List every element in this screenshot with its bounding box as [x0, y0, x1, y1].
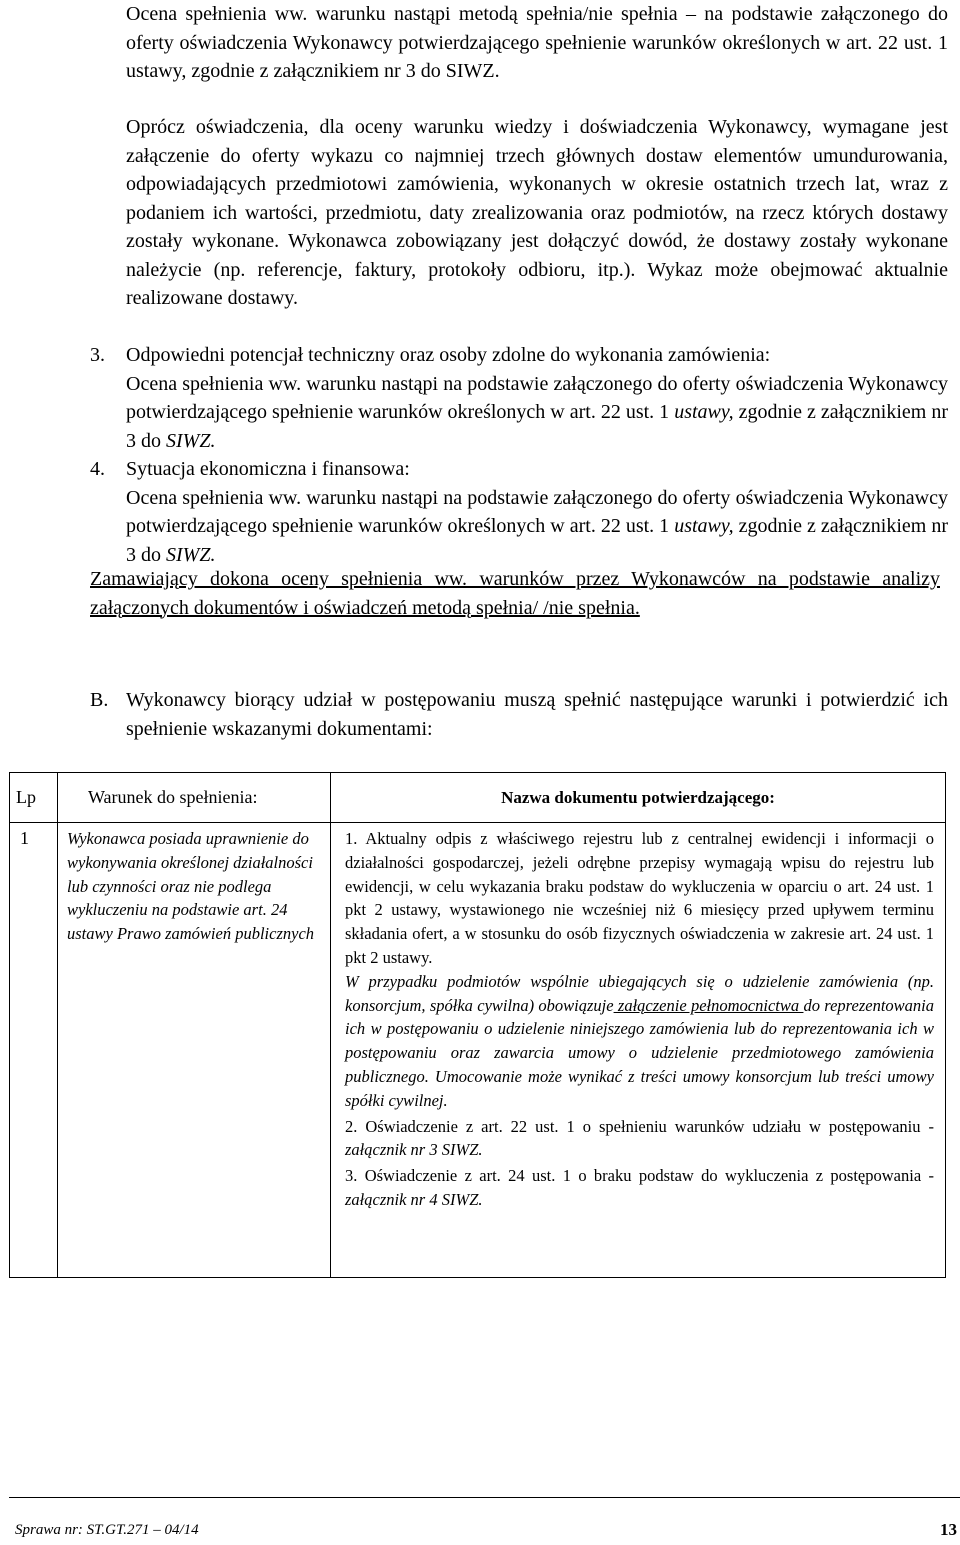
paragraph-assessment-method: Ocena spełnienia ww. warunku nastąpi metodą spełnia/nie spełnia – na podstawie załączonego do oferty oświadczenia Wykonawcy potwierdzającego spełnienie warunków określonych w art. 22 ust. 1 ustawy, zgodnie z załącznikiem nr 3 do SIWZ.: [126, 3, 948, 82]
table-header-row: [10, 773, 946, 823]
paragraph-experience-requirement: Oprócz oświadczenia, dla oceny warunku wiedzy i doświadczenia Wykonawcy, wymagane jest załączenie do oferty wykazu co najmniej trzech głównych dostaw elementów umundurowania, odpowiadających przedmiotowi zamówienia, wykonanych w okresie ostatnich trzech lat, wraz z podaniem ich wartości, przedmiotu, daty zrealizowania oraz podmiotów, na rzecz których dostawy zostały wykonane. Wykonawca zobowiązany jest dołączyć dowód, że dostawy zostały wykonane należycie (np. referencje, faktury, protokoły odbioru, itp.). Wykaz może obejmować aktualnie realizowane dostawy.: [126, 116, 948, 309]
item-number-4: 4.: [90, 458, 105, 480]
cell-lp: 1: [10, 823, 58, 1278]
document-1: 1. Aktualny odpis z właściwego rejestru lub z centralnej ewidencji i informacji o działalności gospodarczej, jeżeli odrębne przepisy wymagają wpisu do rejestru lub ewidencji, w celu wykazania braku podstaw do wykluczenia w oparciu o art. 24 ust. 1 pkt 2 ustawy, wystawionego nie wcześniej niż 6 miesięcy przed upływem terminu składania ofert, a w stosunku do osób fizycznych oświadczenia w zakresie art. 24 ust. 1 pkt 2 ustawy.: [345, 829, 934, 967]
section-b-text: Wykonawcy biorący udział w postępowaniu muszą spełnić następujące warunki i potwierdzić ich spełnienie wskazanymi dokumentami:: [126, 689, 948, 740]
document-1-note: W przypadku podmiotów wspólnie ubiegających się o udzielenie zamówienia (np. konsorcjum, spółka cywilna) obowiązuje załączenie pełnomocnictwa do reprezentowania ich w postępowaniu o udzielenie niniejszego zamówienia lub do reprezentowania ich w postępowaniu oraz zawarcia umowy o udzielenie przedmiotowego zamówienia publicznego. Umocowanie może wynikać z treści umowy konsorcjum lub treści umowy spółki cywilnej.: [345, 971, 934, 1110]
item-3-block: Odpowiedni potencjał techniczny oraz osoby zdolne do wykonania zamówienia: Ocena spełnienia ww. warunku nastąpi na podstawie załączonego do oferty oświadczenia Wykonawcy potwierdzającego spełnienie warunków określonych w art. 22 ust. 1 ustawy, zgodnie z załącznikiem nr 3 do SIWZ.: [126, 341, 948, 455]
section-b-label: B.: [90, 689, 109, 711]
cell-condition: Wykonawca posiada uprawnienie do wykonywania określonej działalności lub czynności oraz nie podlega wykluczeniu na podstawie art. 24 ustawy Prawo zamówień publicznych: [58, 823, 331, 1278]
page-footer: [9, 1497, 960, 1544]
document-2: 2. Oświadczenie z art. 22 ust. 1 o spełnieniu warunków udziału w postępowaniu - załącznik nr 3 SIWZ.: [345, 1116, 934, 1160]
header-document: Nazwa dokumentu potwierdzającego:: [331, 773, 946, 823]
item-number-3: 3.: [90, 344, 105, 366]
cell-documents: [331, 823, 946, 1278]
header-condition: Warunek do spełnienia:: [58, 773, 331, 823]
item-4-title: Sytuacja ekonomiczna i finansowa:: [126, 458, 410, 480]
conditions-table: [9, 772, 946, 1278]
case-number: Sprawa nr: ST.GT.271 – 04/14: [15, 1522, 199, 1538]
item-3-title: Odpowiedni potencjał techniczny oraz osoby zdolne do wykonania zamówienia:: [126, 344, 771, 366]
underlined-assessment-statement: Zamawiający dokona oceny spełnienia ww. warunków przez Wykonawców na podstawie analizy załączonych dokumentów i oświadczeń metodą spełnia/ /nie spełnia.: [90, 568, 940, 619]
document-3: 3. Oświadczenie z art. 24 ust. 1 o braku podstaw do wykluczenia z postępowania - załącznik nr 4 SIWZ.: [345, 1166, 934, 1209]
header-lp: Lp: [10, 773, 58, 823]
page-number: 13: [940, 1520, 957, 1539]
table-row: [10, 823, 946, 1278]
item-4-block: Sytuacja ekonomiczna i finansowa: Ocena spełnienia ww. warunku nastąpi na podstawie załączonego do oferty oświadczenia Wykonawcy potwierdzającego spełnienie warunków określonych w art. 22 ust. 1 ustawy, zgodnie z załącznikiem nr 3 do SIWZ.: [126, 455, 948, 569]
